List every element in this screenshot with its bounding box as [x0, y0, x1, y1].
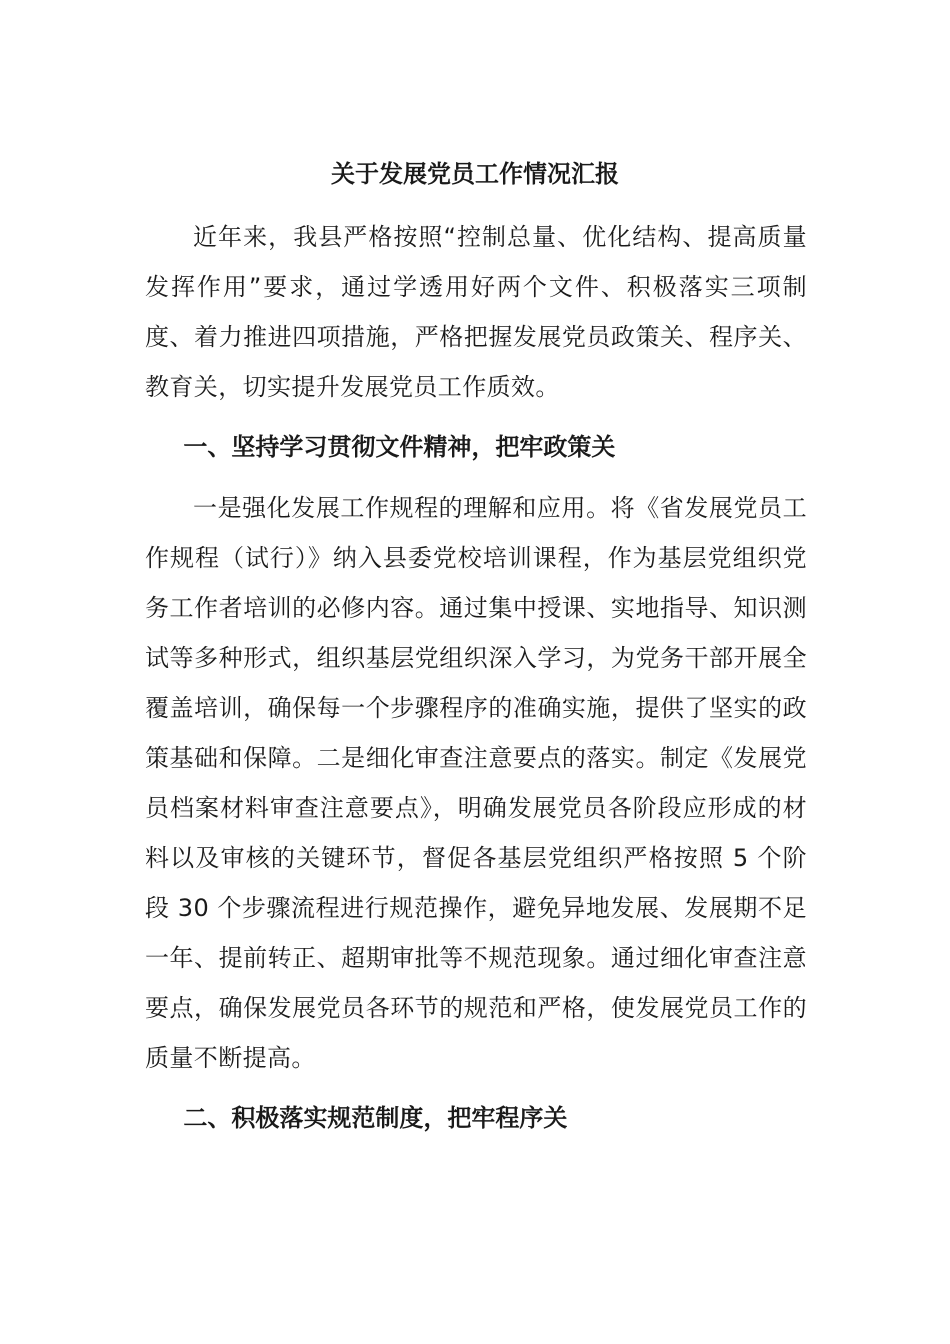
section-two-heading: 二、积极落实规范制度，把牢程序关: [183, 1104, 568, 1132]
section-one-paragraph: 一是强化发展工作规程的理解和应用。将《省发展党员工作规程（试行）》纳入县委党校培训课程，作为基层党组织党务工作者培训的必修内容。通过集中授课、实地指导、知识测试等多种形式，组织基层党组织深入学习，为党务干部开展全覆盖培训，确保每一个步骤程序的准确实施，提供了坚实的政策基础和保障。二是细化审查注意要点的落实。制定《发展党员档案材料审查注意要点》，明确发展党员各阶段应形成的材料以及审核的关键环节，督促各基层党组织严格按照 5 个阶段 30 个步骤流程进行规范操作，避免异地发展、发展期不足一年、提前转正、超期审批等不规范现象。通过细化审查注意要点，确保发展党员各环节的规范和严格，使发展党员工作的质量不断提高。: [145, 494, 807, 1072]
intro-paragraph: 近年来，我县严格按照“控制总量、优化结构、提高质量发挥作用”要求，通过学透用好两个文件、积极落实三项制度、着力推进四项措施，严格把握发展党员政策关、程序关、教育关，切实提升发展党员工作质效。: [145, 223, 807, 401]
section-one-heading: 一、坚持学习贯彻文件精神，把牢政策关: [183, 433, 616, 461]
document-title: 关于发展党员工作情况汇报: [331, 160, 619, 188]
